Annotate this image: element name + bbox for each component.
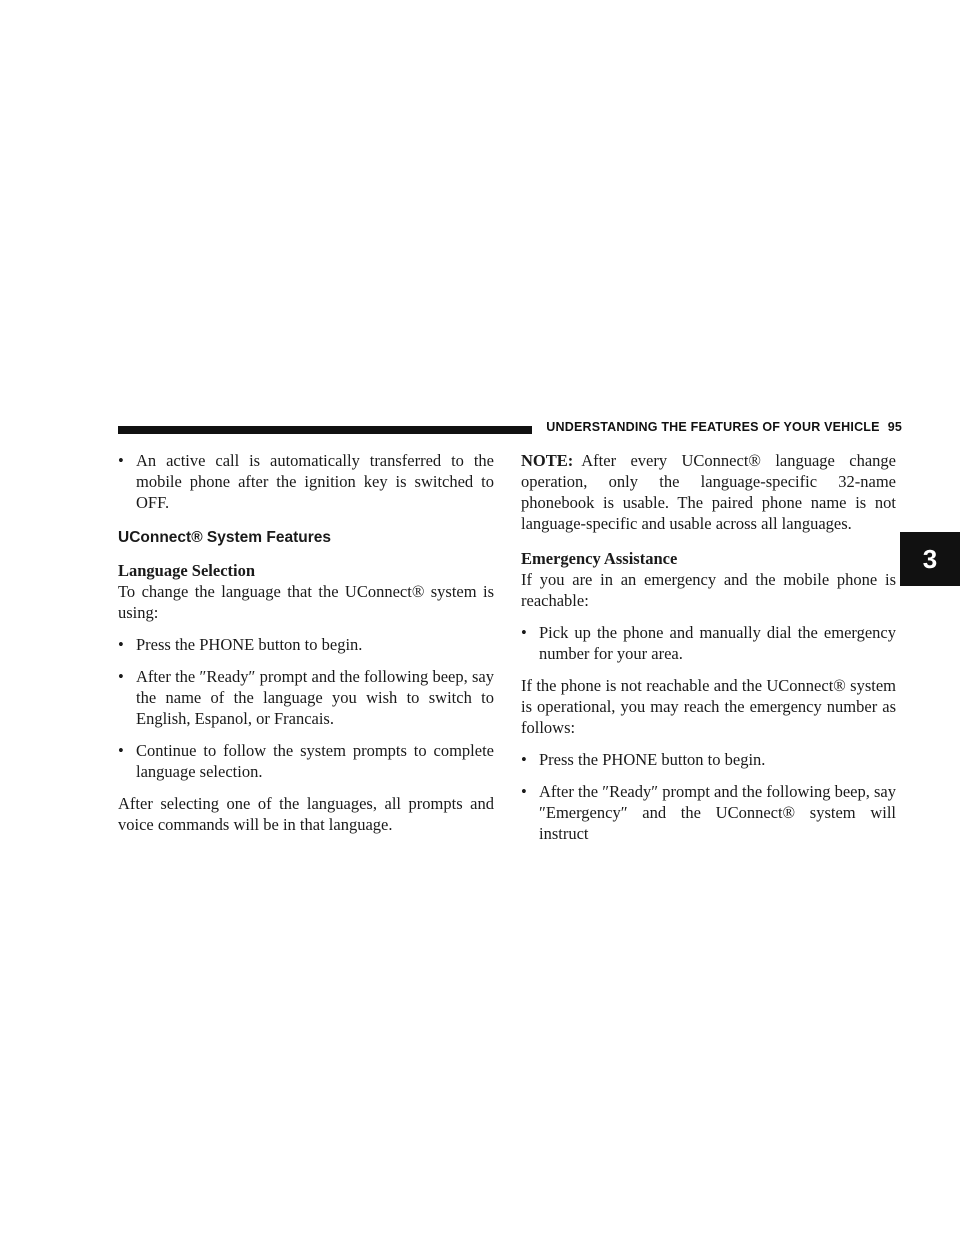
right-column — [521, 450, 896, 855]
bullet-marker: • — [118, 741, 124, 760]
bullet-marker: • — [521, 623, 527, 642]
section-title: UConnect® System Features — [118, 529, 331, 546]
left-column — [118, 450, 494, 846]
bullet-marker: • — [521, 782, 527, 801]
page-number: 95 — [887, 420, 902, 434]
note-label: NOTE: — [521, 451, 574, 470]
list-item — [118, 634, 494, 655]
list-item — [118, 740, 494, 782]
list-item — [521, 622, 896, 664]
paragraph: To change the language that the UConnect® system is using: — [118, 582, 494, 622]
bullet-text: After the ″Ready″ prompt and the following beep, say ″Emergency″ and the UConnect® system will instruct — [539, 782, 896, 843]
running-header — [546, 420, 902, 434]
header-rule — [118, 426, 532, 434]
bullet-text: Pick up the phone and manually dial the emergency number for your area. — [539, 623, 896, 663]
paragraph: If the phone is not reachable and the UConnect® system is operational, you may reach the emergency number as follows: — [521, 676, 896, 737]
bullet-text: Press the PHONE button to begin. — [136, 635, 363, 654]
list-item — [118, 666, 494, 729]
chapter-tab: 3 — [900, 532, 960, 586]
bullet-marker: • — [521, 750, 527, 769]
paragraph: After selecting one of the languages, all prompts and voice commands will be in that language. — [118, 794, 494, 834]
bullet-text: Continue to follow the system prompts to complete language selection. — [136, 741, 494, 781]
note-paragraph — [521, 450, 896, 534]
bullet-text: Press the PHONE button to begin. — [539, 750, 766, 769]
list-item — [521, 749, 896, 770]
bullet-marker: • — [118, 635, 124, 654]
bullet-text: An active call is automatically transferred to the mobile phone after the ignition key is switched to OFF. — [136, 451, 494, 512]
bullet-text: After the ″Ready″ prompt and the following beep, say the name of the language you wish to switch to English, Espanol, or Francais. — [136, 667, 494, 728]
header-title: UNDERSTANDING THE FEATURES OF YOUR VEHICLE — [546, 420, 880, 434]
list-item — [118, 450, 494, 513]
subheading-emergency-assistance: Emergency Assistance — [521, 549, 678, 568]
bullet-marker: • — [118, 667, 124, 686]
paragraph: If you are in an emergency and the mobile phone is reachable: — [521, 570, 896, 610]
note-text: After every UConnect® language change operation, only the language-specific 32-name phonebook is usable. The paired phone name is not language-specific and usable across all languages. — [521, 451, 896, 533]
subheading-language-selection: Language Selection — [118, 561, 256, 580]
list-item — [521, 781, 896, 844]
bullet-marker: • — [118, 451, 124, 470]
